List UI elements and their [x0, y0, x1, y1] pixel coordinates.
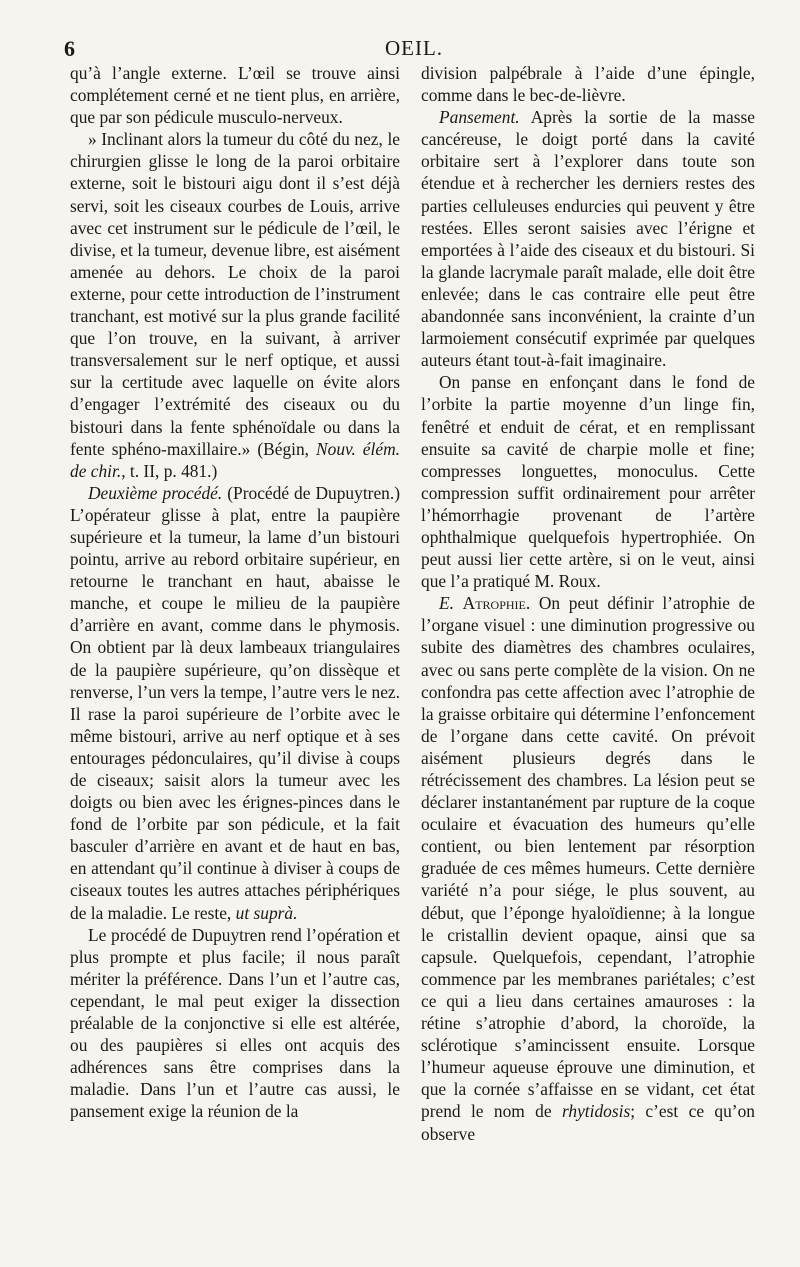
- paragraph: [421, 592, 755, 1144]
- paragraph-text: ; c’est ce qu’on observe: [421, 1101, 755, 1144]
- paragraph: On panse en enfonçant dans le fond de l’orbite la partie moyenne d’un linge fin, fenêtré et enduit de cérat, et en remplissant ensuite sa cavité de charpie molle et fine; compresses longuettes, monoculus. Cette compression suffit ordinairement pour arrêter l’hémorrhagie provenant de l’artère ophthalmique quelquefois hypertrophiée. On peut aussi lier cette artère, si on le veut, ainsi que l’a pratiqué M. Roux.: [421, 372, 755, 592]
- paragraph-text: » Inclinant alors la tumeur du côté du nez, le chirurgien glisse le long de la paroi orbitaire externe, soit le bistouri aigu dont il s’est déjà servi, soit les ciseaux courbes de Louis, arrive avec cet instrument sur le pédicule de l’œil, le divise, et la tumeur, devenue libre, est aisément amenée au dehors. Le choix de la paroi externe, pour cette introduction de l’instrument tranchant, est motivé sur la plus grande facilité que l’on trouve, en la suivant, à arriver transversalement sur le nerf optique, et aussi sur la certitude avec laquelle on évite alors d’engager l’extrémité des ciseaux ou du bistouri dans la fente sphénoïdale ou dans la fente sphéno-maxillaire.» (Bégin,: [70, 129, 400, 459]
- paragraph: qu’à l’angle externe. L’œil se trouve ainsi complétement cerné et ne tient plus, en arrière, que par son pédicule musculo-nerveux.: [70, 63, 400, 128]
- paragraph: [70, 482, 400, 924]
- paragraph: [421, 106, 755, 371]
- paragraph-text: On peut définir l’atrophie de l’organe visuel : une diminution progressive ou subite des diamètres des chambres oculaires, avec ou sans perte complète de la vision. On ne confondra pas cette affection avec l’atrophie de la graisse orbitaire qui détermine l’enfoncement de l’organe dans cette cavité. On prévoit aisément plusieurs degrés dans le rétrécissement des chambres. La lésion peut se déclarer instantanément par rupture de la coque oculaire et évacuation des humeurs qu’elle contient, ou bien lentement par résorption graduée de ces mêmes humeurs. Cette dernière variété n’a pour siége, le plus souvent, au début, que l’éponge hyaloïdienne; à la longue le cristallin devient opaque, ainsi que sa capsule. Quelquefois, cependant, l’atrophie commence par les membranes pariétales; c’est ce qui a lieu dans certaines amauroses : la rétine s’atrophie d’abord, la choroïde, la sclérotique s’amincissent ensuite. Lorsque l’humeur aqueuse éprouve une diminution, et que la cornée s’affaisse en se vidant, cet état prend le nom de: [421, 593, 755, 1122]
- right-column: [421, 62, 755, 1145]
- section-heading: Atrophie.: [462, 593, 531, 614]
- section-runin: Deuxième procédé.: [88, 482, 223, 503]
- term: rhytidosis: [561, 1101, 631, 1122]
- paragraph: division palpébrale à l’aide d’une épingle, comme dans le bec-de-lièvre.: [421, 63, 755, 106]
- left-column: [70, 62, 400, 1123]
- citation-title: Nouv. élém. de chir.: [70, 438, 400, 481]
- latin-phrase: ut suprà.: [235, 902, 298, 923]
- page-number: 6: [64, 36, 75, 61]
- paragraph-text: Après la sortie de la masse cancéreuse, le doigt porté dans la cavité orbitaire sert à l’explorer dans toute son étendue et à rechercher les derniers restes des parties celluleuses endurcies qui peuvent y être restées. Elles seront saisies avec l’érigne et emportées à l’aide des ciseaux et du bistouri. Si la glande lacrymale paraît malade, elle doit être enlevée; dans le cas contraire elle peut être abandonnée sans inconvénient, la crainte d’un larmoiement consécutif exprimée par quelques auteurs étant tout-à-fait imaginaire.: [421, 107, 755, 371]
- running-head: OEIL.: [384, 36, 444, 60]
- citation-ref: , t. II, p. 481.): [121, 460, 218, 481]
- paragraph: [70, 128, 400, 482]
- section-letter: E.: [439, 593, 454, 614]
- section-runin: Pansement.: [439, 107, 520, 128]
- paragraph-text: (Procédé de Dupuytren.) L’opérateur glisse à plat, entre la paupière supérieure et la tumeur, la lame d’un bistouri pointu, arrive au rebord orbitaire supérieur, en retourne le tranchant en haut, abaisse le manche, et coupe le milieu de la paupière d’arrière en avant, comme dans le phymosis. On obtient par là deux lambeaux triangulaires de la paupière supérieure, qu’on dissèque et renverse, l’un vers la tempe, l’autre vers le nez. Il rase la paroi supérieure de l’orbite avec le même bistouri, arrive au nerf optique et à ses entourages pédonculaires, qu’il divise à coups de ciseaux; saisit alors la tumeur avec les doigts ou bien avec les érignes-pinces dans le fond de l’orbite par son pédicule, et la fait basculer d’arrière en avant et de haut en bas, en attendant qu’il continue à diviser à coups de ciseaux toutes les autres attaches périphériques de la maladie. Le reste,: [70, 482, 400, 923]
- paragraph: Le procédé de Dupuytren rend l’opération et plus prompte et plus facile; il nous paraît mériter la préférence. Dans l’un et l’autre cas, cependant, le mal peut exiger la dissection préalable de la conjonctive si elle est altérée, ou des paupières si elles ont acquis des adhérences sans être comprises dans la maladie. Dans l’un et l’autre cas aussi, le pansement exige la réunion de la: [70, 924, 400, 1122]
